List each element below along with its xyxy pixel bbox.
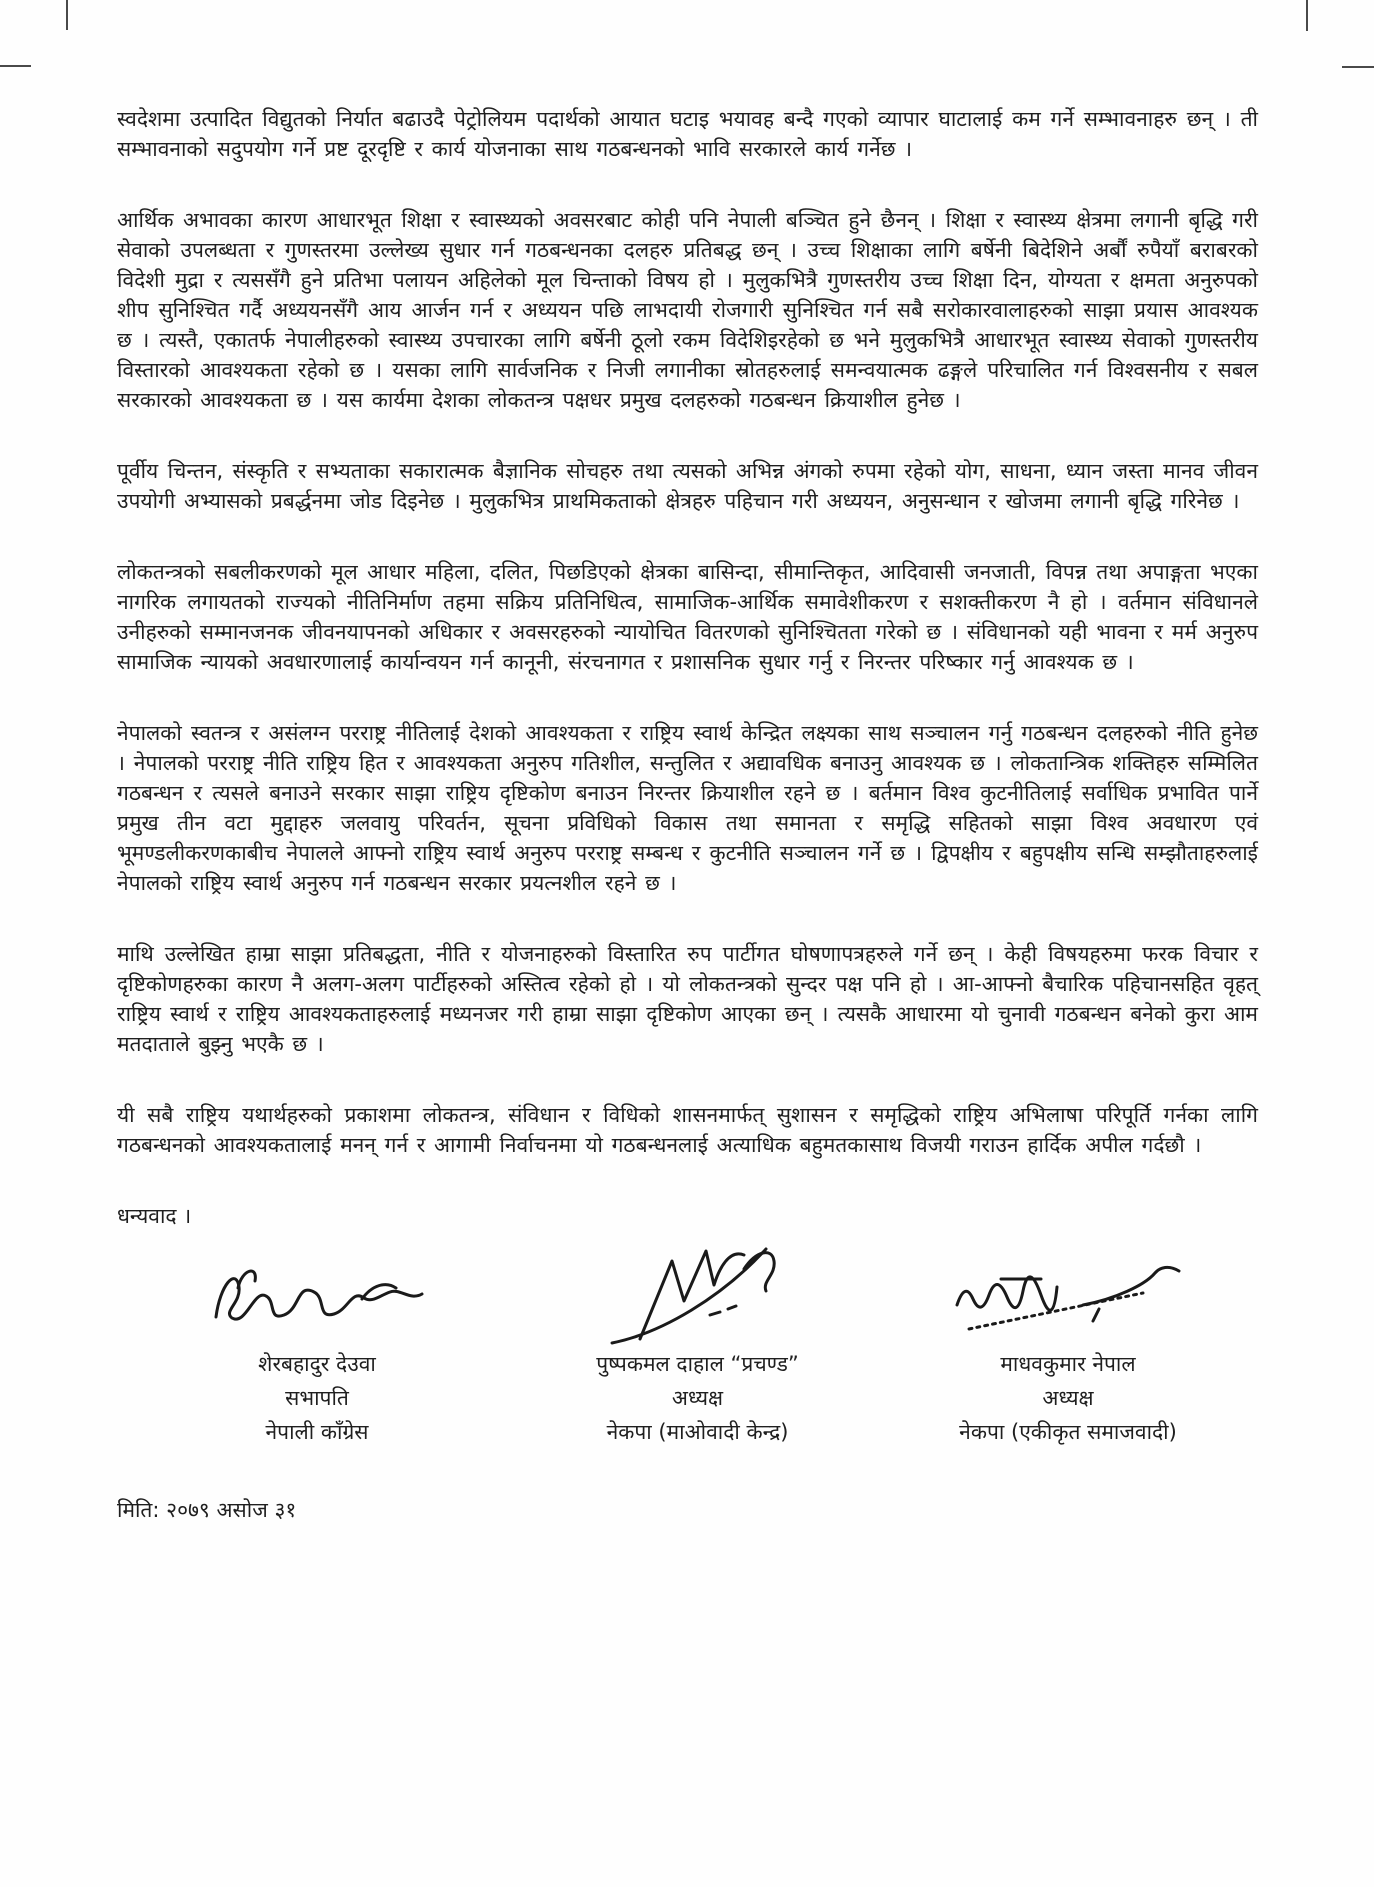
crop-mark-top-right-vertical xyxy=(1306,0,1308,31)
signatory-title: सभापति xyxy=(285,1386,349,1410)
deuba-signature-scrawl-icon xyxy=(117,1235,517,1347)
signatory-party: नेपाली काँग्रेस xyxy=(265,1420,369,1444)
signatory-prachanda xyxy=(517,1235,878,1449)
signature-icon xyxy=(943,1263,1193,1347)
paragraph-foreign-policy: नेपालको स्वतन्त्र र असंलग्न परराष्ट्र नीतिलाई देशको आवश्यकता र राष्ट्रिय स्वार्थ केन्द्रित लक्ष्यका साथ सञ्चालन गर्नु गठबन्धन दलहरुको नीति हुनेछ । नेपालको परराष्ट्र नीति राष्ट्रिय हित र आवश्यकता अनुरुप गतिशील, सन्तुलित र अद्यावधिक बनाउनु आवश्यक छ । लोकतान्त्रिक शक्तिहरु सम्मिलित गठबन्धन र त्यसले बनाउने सरकार साझा राष्ट्रिय दृष्टिकोण बनाउन निरन्तर क्रियाशील रहने छ । बर्तमान विश्व कुटनीतिलाई सर्वाधिक प्रभावित पार्ने प्रमुख तीन वटा मुद्दाहरु जलवायु परिवर्तन, सूचना प्रविधिको विकास तथा समानता र समृद्धि सहितको साझा विश्व अवधारण एवं भूमण्डलीकरणकाबीच नेपालले आफ्नो राष्ट्रिय स्वार्थ अनुरुप परराष्ट्र सम्बन्ध र कुटनीति सञ्चालन गर्ने छ । द्विपक्षीय र बहुपक्षीय सन्धि सम्झौताहरुलाई नेपालको राष्ट्रिय स्वार्थ अनुरुप गर्न गठबन्धन सरकार प्रयत्नशील रहने छ । xyxy=(117,721,1258,895)
signatory-party: नेकपा (एकीकृत समाजवादी) xyxy=(959,1420,1177,1444)
paragraph-inclusion: लोकतन्त्रको सबलीकरणको मूल आधार महिला, दलित, पिछडिएको क्षेत्रका बासिन्दा, सीमान्तिकृत, आदिवासी जनजाती, विपन्न तथा अपाङ्गता भएका नागरिक लगायतको राज्यको नीतिनिर्माण तहमा सक्रिय प्रतिनिधित्व, सामाजिक-आर्थिक समावेशीकरण र सशक्तीकरण नै हो । वर्तमान संविधानले उनीहरुको सम्मानजनक जीवनयापनको अधिकार र अवसरहरुको न्यायोचित वितरणको सुनिश्चितता गरेको छ । संविधानको यही भावना र मर्म अनुरुप सामाजिक न्यायको अवधारणालाई कार्यान्वयन गर्न कानूनी, संरचनागत र प्रशासनिक सुधार गर्नु र निरन्तर परिष्कार गर्नु आवश्यक छ । xyxy=(117,560,1258,674)
letter-body xyxy=(117,104,1258,1546)
closing-thanks: धन्यवाद । xyxy=(117,1204,192,1228)
madhav-nepal-signature-scrawl-icon xyxy=(878,1235,1258,1347)
signatory-name: पुष्पकमल दाहाल “प्रचण्ड” xyxy=(596,1352,799,1376)
signatory-title: अध्यक्ष xyxy=(1042,1386,1094,1410)
signature-block xyxy=(117,1235,1258,1449)
signatory-name: माधवकुमार नेपाल xyxy=(1000,1352,1136,1376)
paragraph-education-health: आर्थिक अभावका कारण आधारभूत शिक्षा र स्वास्थ्यको अवसरबाट कोही पनि नेपाली बञ्चित हुने छैनन् । शिक्षा र स्वास्थ्य क्षेत्रमा लगानी बृद्धि गरी सेवाको उपलब्धता र गुणस्तरमा उल्लेख्य सुधार गर्न गठबन्धनका दलहरु प्रतिबद्ध छन् । उच्च शिक्षाका लागि बर्षेनी बिदेशिने अर्बौं रुपैयाँ बराबरको विदेशी मुद्रा र त्यससँगै हुने प्रतिभा पलायन अहिलेको मूल चिन्ताको विषय हो । मुलुकभित्रै गुणस्तरीय उच्च शिक्षा दिन, योग्यता र क्षमता अनुरुपको शीप सुनिश्चित गर्दै अध्ययनसँगै आय आर्जन गर्न र अध्ययन पछि लाभदायी रोजगारी सुनिश्चित गर्न सबै सरोकारवालाहरुको साझा प्रयास आवश्यक छ । त्यस्तै, एकातर्फ नेपालीहरुको स्वास्थ्य उपचारका लागि बर्षेनी ठूलो रकम विदेशिइरहेको छ भने मुलुकभित्रै आधारभूत स्वास्थ्य सेवाको गुणस्तरीय विस्तारको आवश्यकता रहेको छ । यसका लागि सार्वजनिक र निजी लगानीका स्रोतहरुलाई समन्वयात्मक ढङ्गले परिचालित गर्न विश्वसनीय र सबल सरकारको आवश्यकता छ । यस कार्यमा देशका लोकतन्त्र पक्षधर प्रमुख दलहरुको गठबन्धन क्रियाशील हुनेछ । xyxy=(117,208,1258,412)
signatory-title: अध्यक्ष xyxy=(671,1386,724,1410)
signature-icon xyxy=(598,1235,798,1347)
signatory-party: नेकपा (माओवादी केन्द्र) xyxy=(606,1420,789,1444)
paragraph-manifestos: माथि उल्लेखित हाम्रा साझा प्रतिबद्धता, नीति र योजनाहरुको विस्तारित रुप पार्टीगत घोषणापत्रहरुले गर्ने छन् । केही विषयहरुमा फरक विचार र दृष्टिकोणहरुका कारण नै अलग-अलग पार्टीहरुको अस्तित्व रहेको हो । यो लोकतन्त्रको सुन्दर पक्ष पनि हो । आ-आफ्नो बैचारिक पहिचानसहित वृहत् राष्ट्रिय स्वार्थ र राष्ट्रिय आवश्यकताहरुलाई मध्यनजर गरी हाम्रा साझा दृष्टिकोण आएका छन् । त्यसकै आधारमा यो चुनावी गठबन्धन बनेको कुरा आम मतदाताले बुझ्नु भएकै छ । xyxy=(117,942,1258,1056)
crop-mark-top-left-horizontal xyxy=(0,65,31,67)
prachanda-signature-scrawl-icon xyxy=(517,1235,878,1347)
crop-mark-top-right-horizontal xyxy=(1342,66,1374,68)
signatory-madhav-nepal xyxy=(878,1235,1258,1449)
signature-icon xyxy=(202,1255,432,1347)
signatory-name: शेरबहादुर देउवा xyxy=(258,1352,376,1376)
paragraph-trade-deficit: स्वदेशमा उत्पादित विद्युतको निर्यात बढाउदै पेट्रोलियम पदार्थको आयात घटाइ भयावह बन्दै गएको व्यापार घाटालाई कम गर्ने सम्भावनाहरु छन् । ती सम्भावनाको सदुपयोग गर्ने प्रष्ट दूरदृष्टि र कार्य योजनाका साथ गठबन्धनको भावि सरकारले कार्य गर्नेछ । xyxy=(117,107,1258,161)
date-line: मिति: २०७९ असोज ३१ xyxy=(117,1498,297,1522)
crop-mark-top-left-vertical xyxy=(66,0,68,30)
paragraph-eastern-philosophy: पूर्वीय चिन्तन, संस्कृति र सभ्यताका सकारात्मक बैज्ञानिक सोचहरु तथा त्यसको अभिन्न अंगको रुपमा रहेको योग, साधना, ध्यान जस्ता मानव जीवन उपयोगी अभ्यासको प्रबर्द्धनमा जोड दिइनेछ । मुलुकभित्र प्राथमिकताको क्षेत्रहरु पहिचान गरी अध्ययन, अनुसन्धान र खोजमा लगानी बृद्धि गरिनेछ । xyxy=(117,459,1258,513)
paragraph-appeal: यी सबै राष्ट्रिय यथार्थहरुको प्रकाशमा लोकतन्त्र, संविधान र विधिको शासनमार्फत् सुशासन र समृद्धिको राष्ट्रिय अभिलाषा परिपूर्ति गर्नका लागि गठबन्धनको आवश्यकतालाई मनन् गर्न र आगामी निर्वाचनमा यो गठबन्धनलाई अत्याधिक बहुमतकासाथ विजयी गराउन हार्दिक अपील गर्दछौ । xyxy=(117,1103,1258,1157)
signatory-deuba xyxy=(117,1235,517,1449)
